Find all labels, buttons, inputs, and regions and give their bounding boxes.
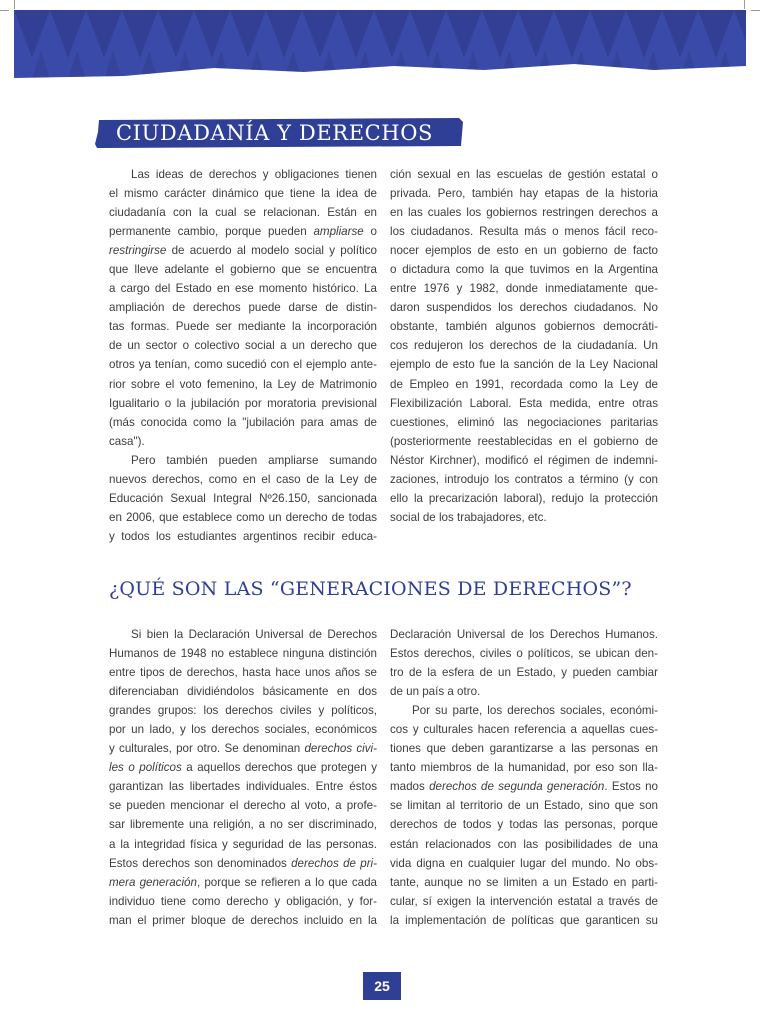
text-line: tas formas. Puede ser mediante la incorporación xyxy=(109,320,377,334)
text-line: Néstor Kirchner), modificó el régimen de indemni- xyxy=(390,453,658,467)
text-line: obstante, también algunos gobiernos democráti- xyxy=(390,320,658,334)
text-line: que lleve adelante el gobierno que se encuentra xyxy=(109,263,377,277)
text-line: rior sobre el voto femenino, la Ley de Matrimonio xyxy=(109,377,377,391)
text-line: (más conocida como la "jubilación para amas de xyxy=(109,415,377,429)
text-line: tanto miembros de la humanidad, por eso son lla- xyxy=(390,761,658,775)
text-line: en 2006, que establece como un derecho de todas xyxy=(109,510,377,524)
text-line: en las cuales los gobiernos restringen derechos a xyxy=(390,206,658,220)
text-line: están relacionados con las posibilidades de una xyxy=(390,837,658,851)
text-line: individuo tiene como derecho y obligación, y for- xyxy=(109,894,377,908)
text-line: ejemplo de esto fue la sanción de la Ley Nacional xyxy=(390,358,658,372)
text-line: ampliación de derechos puede darse de distin- xyxy=(109,301,377,315)
text-line: tante, aunque no se limiten a un Estado en parti- xyxy=(390,875,658,889)
paragraph-column-left xyxy=(109,165,377,546)
text-line: Estos derechos son denominados derechos de pri- xyxy=(109,856,377,870)
text-line: de Empleo en 1991, recordada como la Ley de xyxy=(390,377,658,391)
text-line: Estos derechos, civiles o políticos, se ubican den- xyxy=(390,647,658,661)
text-line: privada. Pero, también hay etapas de la historia xyxy=(390,187,658,201)
text-line: nuevos derechos, como en el caso de la Ley de xyxy=(109,472,377,486)
text-line: o dictadura como la que tuvimos en la Argentina xyxy=(390,263,658,277)
text-line: cuestiones, eliminó las negociaciones paritarias xyxy=(390,415,658,429)
text-line: man el primer bloque de derechos incluido en la xyxy=(109,913,377,927)
crop-mark xyxy=(744,0,745,9)
text-line: ciudadanía con la cual se relacionan. Están en xyxy=(109,206,377,220)
text-line: Declaración Universal de los Derechos Humanos. xyxy=(390,628,658,641)
text-line: sar libremente una religión, a no ser discriminado, xyxy=(109,818,377,832)
text-line: (posteriormente reestablecidas en el gobierno de xyxy=(390,434,658,448)
text-line: se pueden mencionar el derecho al voto, a profe- xyxy=(109,799,377,813)
paragraph-column-left xyxy=(109,625,377,930)
text-line: vida digna en cualquier lugar del mundo. No obs- xyxy=(390,856,658,870)
text-line: cular, sí exigen la intervención estatal a través de xyxy=(390,894,658,908)
text-line: se limitan al territorio de un Estado, sino que son xyxy=(390,799,658,813)
header-band xyxy=(14,10,746,80)
text-line: grandes grupos: los derechos civiles y políticos, xyxy=(109,704,377,718)
text-line: permanente cambio, porque pueden ampliarse o xyxy=(109,225,377,239)
text-line: a la integridad física y seguridad de las personas. xyxy=(109,837,377,851)
paragraph-column-right xyxy=(390,165,658,527)
text-line: garantizan las libertades individuales. Entre éstos xyxy=(109,780,377,794)
text-line: Por su parte, los derechos sociales, económi- xyxy=(412,704,658,718)
paragraph-column-right xyxy=(390,625,658,930)
text-line: de un país a otro. xyxy=(390,685,481,699)
text-line: otros ya tenían, como sucedió con el ejemplo ante- xyxy=(109,358,377,372)
text-line: diferenciaban dividiéndolos básicamente en dos xyxy=(109,685,377,699)
text-line: de un sector o colectivo social a un derecho que xyxy=(109,339,377,353)
text-line: Pero también pueden ampliarse sumando xyxy=(131,453,377,467)
text-line: derechos de todos y todas las personas, porque xyxy=(390,818,658,832)
text-line: Flexibilización Laboral. Esta medida, entre otras xyxy=(390,396,658,410)
page-number: 25 xyxy=(363,972,401,1000)
text-line: restringirse de acuerdo al modelo social y político xyxy=(109,244,377,258)
text-line: cos y culturales hacen referencia a aquellas cues- xyxy=(390,723,658,737)
text-line: casa"). xyxy=(109,434,145,448)
text-line: el mismo carácter dinámico que tiene la idea de xyxy=(109,187,377,201)
text-line: Si bien la Declaración Universal de Derechos xyxy=(131,628,377,641)
text-line: y todos los estudiantes argentinos recibir educa- xyxy=(109,529,377,543)
crop-mark xyxy=(0,10,9,11)
text-line: daron suspendidos los derechos ciudadanos. No xyxy=(390,301,658,315)
text-line: entre 1976 y 1982, donde inmediatamente que- xyxy=(390,282,658,296)
text-line: Las ideas de derechos y obligaciones tienen xyxy=(131,168,377,181)
section-title: CIUDADANÍA Y DERECHOS xyxy=(116,121,434,145)
crop-mark xyxy=(751,10,760,11)
text-line: Humanos de 1948 no establece ninguna distinción xyxy=(109,647,377,661)
text-line: la implementación de políticas que garanticen su xyxy=(390,913,658,927)
text-line: zaciones, introdujo los contratos a término (y con xyxy=(390,472,658,486)
text-line: tiones que deben garantizarse a las personas en xyxy=(390,742,658,756)
section-heading: ¿QUÉ SON LAS “GENERACIONES DE DERECHOS”? xyxy=(109,578,632,600)
text-line: a cargo del Estado en ese momento histórico. La xyxy=(109,282,377,296)
text-line: mados derechos de segunda generación. Estos no xyxy=(390,780,658,794)
text-line: entre tipos de derechos, hasta hace unos años se xyxy=(109,666,377,680)
text-line: los ciudadanos. Resulta más o menos fácil reco- xyxy=(390,225,658,239)
text-line: Igualitario o la jubilación por moratoria previsional xyxy=(109,396,377,410)
text-line: ello la precarización laboral), redujo la protección xyxy=(390,491,658,505)
text-line: social de los trabajadores, etc. xyxy=(390,510,547,524)
text-line: les o políticos a aquellos derechos que protegen y xyxy=(109,761,377,775)
text-line: y culturales, por otro. Se denominan derechos civi- xyxy=(109,742,377,756)
text-line: Educación Sexual Integral Nº26.150, sancionada xyxy=(109,491,377,505)
crop-mark xyxy=(14,0,15,9)
text-line: ción sexual en las escuelas de gestión estatal o xyxy=(390,168,658,181)
text-line: nocer ejemplos de esto en un gobierno de facto xyxy=(390,244,658,258)
text-line: mera generación, porque se refieren a lo que cada xyxy=(109,875,377,889)
text-line: cos redujeron los derechos de la ciudadanía. Un xyxy=(390,339,658,353)
text-line: tro de la esfera de un Estado, y pueden cambiar xyxy=(390,666,658,680)
text-line: por un lado, y los derechos sociales, económicos xyxy=(109,723,377,737)
